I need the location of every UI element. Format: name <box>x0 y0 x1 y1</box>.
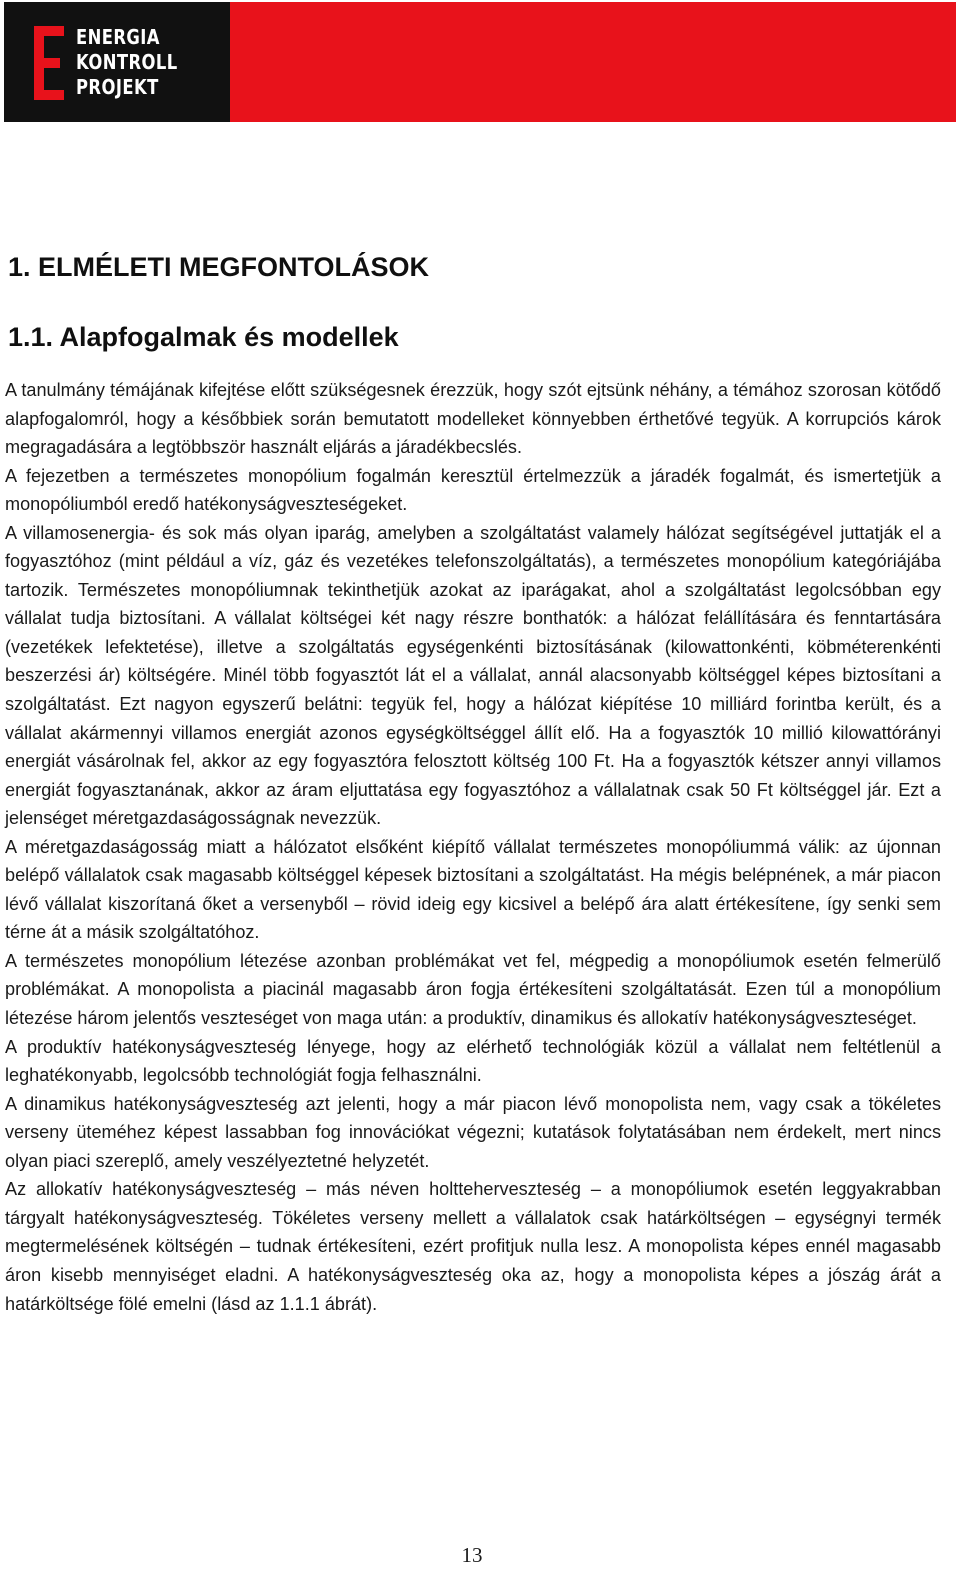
paragraph: A fejezetben a természetes monopólium fogalmán keresztül értelmezzük a járadék fogalmát, és ismertetjük a monopóliumból eredő hatékonyságveszteségeket. <box>5 465 941 515</box>
chapter-heading: 1. ELMÉLETI MEGFONTOLÁSOK <box>8 252 430 282</box>
paragraph: A villamosenergia- és sok más olyan iparág, amelyben a szolgáltatást valamely hálózat segítségével juttatják el a fogyasztóhoz (mint például a víz, gáz és vezetékes telefonszolgáltatás), a természetes monopólium kategóriájába tartozik. Természetes monopóliumnak tekinthetjük azokat az iparágakat, ahol a szolgáltatást legolcsóbban egy vállalat tudja biztosítani. A vállalat költségei két nagy részre bonthatók: a hálózat felállítására és fenntartására (vezetékek lefektetése), illetve a szolgáltatás egységenkénti biztosításának (kilowattonkénti, köbméterenkénti beszerzési ár) költségére. Minél több fogyasztót lát el a vállalat, annál alacsonyabb költséggel képes biztosítani a szolgáltatást. Ezt nagyon egyszerű belátni: tegyük fel, hogy a hálózat kiépítése 10 milliárd forintba került, és a vállalat akármennyi villamos energiát azonos egységköltséggel állít elő. Ha a fogyasztók 10 millió kilowattórányi energiát vásárolnak fel, akkor az egy fogyasztóra felosztott költség 100 Ft. Ha a fogyasztók kétszer annyi villamos energiát fogyasztanának, akkor az áram eljuttatása egy fogyasztóhoz a vállalatnak csak 50 Ft költséggel jár. Ezt a jelenséget méretgazdaságosságnak nevezzük. <box>5 522 941 829</box>
paragraph: A természetes monopólium létezése azonban problémákat vet fel, mégpedig a monopóliumok esetén felmerülő problémákat. A monopolista a piacinál magasabb áron fogja értékesíteni szolgáltatását. Ezen túl a monopólium létezése három jelentős veszteséget von maga után: a produktív, dinamikus és allokatív hatékonyságveszteséget. <box>5 950 941 1029</box>
logo-line-3: PROJEKT <box>76 75 159 99</box>
body-text <box>5 376 941 1318</box>
logo-text <box>76 25 178 100</box>
paragraph: A méretgazdaságosság miatt a hálózatot elsőként kiépítő vállalat természetes monopóliummá válik: az újonnan belépő vállalatok csak magasabb költséggel képesek biztosítani a szolgáltatást. Ha mégis belépnének, a már piacon lévő vállalat kiszorítaná őket a versenyből – rövid ideig egy kicsivel a belépő ára alatt értékesítene, így senki sem térne át a másik szolgáltatóhoz. <box>5 836 941 943</box>
paragraph: Az allokatív hatékonyságveszteség – más néven holtteherveszteség – a monopóliumok esetén leggyakrabban tárgyalt hatékonyságveszteség. Tökéletes verseny mellett a vállalatok csak határköltségen – egységnyi termék megtermelésének költségén – tudnak értékesíteni, ezért profitjuk nulla lesz. A monopolista képes ennél magasabb áron kisebb mennyiséget eladni. A hatékonyságveszteség oka az, hogy a monopolista képes a jószág árát a határköltsége fölé emelni (lásd az 1.1.1 ábrát). <box>5 1179 941 1314</box>
page-number: 13 <box>461 1543 483 1567</box>
logo-line-1: ENERGIA <box>76 25 160 49</box>
paragraph: A produktív hatékonyságveszteség lényege, hogy az elérhető technológiák közül a vállalat nem feltétlenül a leghatékonyabb, legolcsóbb technológiát fogja felhasználni. <box>5 1036 941 1086</box>
logo <box>4 2 230 122</box>
section-heading: 1.1. Alapfogalmak és modellek <box>8 322 399 352</box>
logo-e-mark-icon <box>34 26 64 100</box>
logo-line-2: KONTROLL <box>76 50 178 74</box>
paragraph: A tanulmány témájának kifejtése előtt szükségesnek érezzük, hogy szót ejtsünk néhány, a témához szorosan kötődő alapfogalomról, hogy a későbbiek során bemutatott modelleket könnyebben érthetővé tegyük. A korrupciós károk megragadására a legtöbbször használt eljárás a járadékbecslés. <box>5 380 941 458</box>
paragraph: A dinamikus hatékonyságveszteség azt jelenti, hogy a már piacon lévő monopolista nem, vagy csak a tökéletes verseny üteméhez képest lassabban fog innovációkat végezni; kutatások folytatásában nem érdekelt, mert nincs olyan piaci szereplő, amely veszélyeztetné helyzetét. <box>5 1093 941 1171</box>
